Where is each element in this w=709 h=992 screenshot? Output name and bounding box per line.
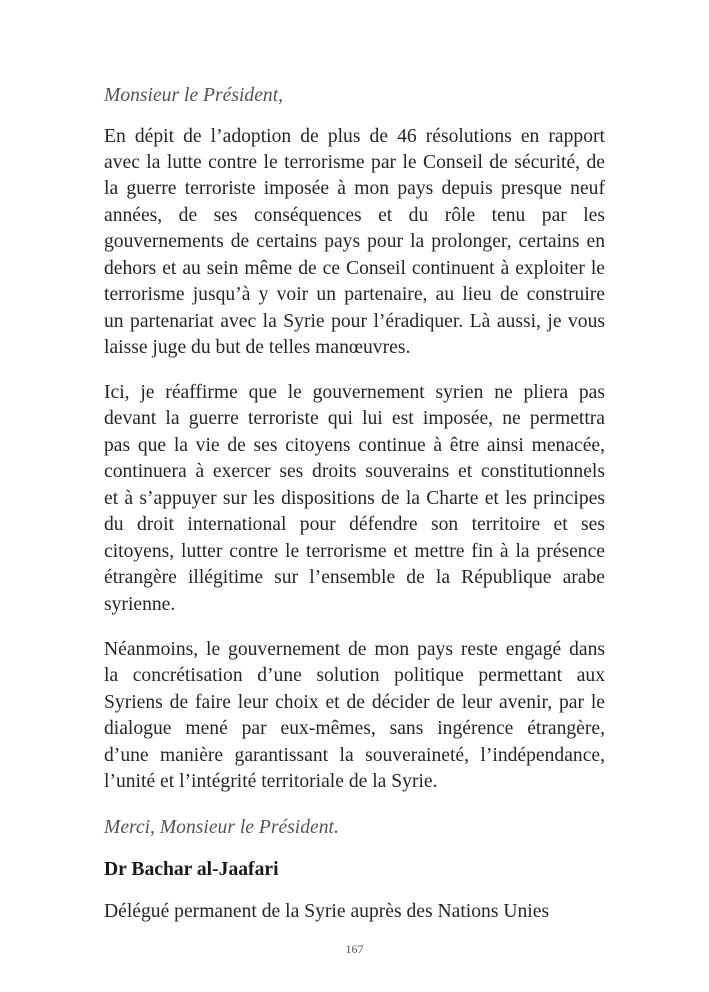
signature-title: Délégué permanent de la Syrie auprès des Nations Unies: [104, 901, 550, 922]
paragraph-line: laisse juge du but de telles manœuvres.: [104, 337, 411, 358]
paragraph-line: Néanmoins, le gouvernement de mon pays reste engagé dans: [104, 639, 605, 660]
paragraph-line: Syriens de faire leur choix et de décider de leur avenir, par le: [104, 692, 605, 713]
paragraph-line: terrorisme jusqu’à y voir un partenaire, au lieu de construire: [104, 284, 605, 305]
salutation: Monsieur le Président,: [104, 85, 284, 106]
signature-name: Dr Bachar al-Jaafari: [104, 859, 279, 880]
paragraph-line: citoyens, lutter contre le terrorisme et mettre fin à la présence: [104, 541, 605, 562]
paragraph-line: la guerre terroriste imposée à mon pays depuis presque neuf: [104, 178, 605, 199]
closing-line: Merci, Monsieur le Président.: [104, 817, 339, 838]
document-page: [104, 0, 605, 992]
paragraph-line: d’une manière garantissant la souveraineté, l’indépendance,: [104, 745, 605, 766]
paragraph-line: un partenariat avec la Syrie pour l’éradiquer. Là aussi, je vous: [104, 311, 605, 332]
paragraph-line: et à s’appuyer sur les dispositions de la Charte et les principes: [104, 488, 605, 509]
paragraph-line: syrienne.: [104, 594, 176, 615]
paragraph-line: devant la guerre terroriste qui lui est imposée, ne permettra: [104, 408, 605, 429]
paragraph-line: l’unité et l’intégrité territoriale de la Syrie.: [104, 771, 438, 792]
paragraph-line: continuera à exercer ses droits souverains et constitutionnels: [104, 461, 605, 482]
paragraph-line: dehors et au sein même de ce Conseil continuent à exploiter le: [104, 258, 605, 279]
paragraph-line: avec la lutte contre le terrorisme par le Conseil de sécurité, de: [104, 152, 605, 173]
page-number: 167: [345, 942, 364, 956]
paragraph-line: pas que la vie de ses citoyens continue à être ainsi menacée,: [104, 435, 605, 456]
paragraph-line: dialogue mené par eux-mêmes, sans ingérence étrangère,: [104, 718, 605, 739]
paragraph-line: années, de ses conséquences et du rôle tenu par les: [104, 205, 605, 226]
paragraph-line: Ici, je réaffirme que le gouvernement syrien ne pliera pas: [104, 382, 605, 403]
paragraph-line: En dépit de l’adoption de plus de 46 résolutions en rapport: [104, 126, 605, 147]
paragraph-line: la concrétisation d’une solution politique permettant aux: [104, 665, 605, 686]
paragraph-line: étrangère illégitime sur l’ensemble de la République arabe: [104, 567, 605, 588]
paragraph-line: gouvernements de certains pays pour la prolonger, certains en: [104, 231, 605, 252]
paragraph-line: du droit international pour défendre son territoire et ses: [104, 514, 605, 535]
